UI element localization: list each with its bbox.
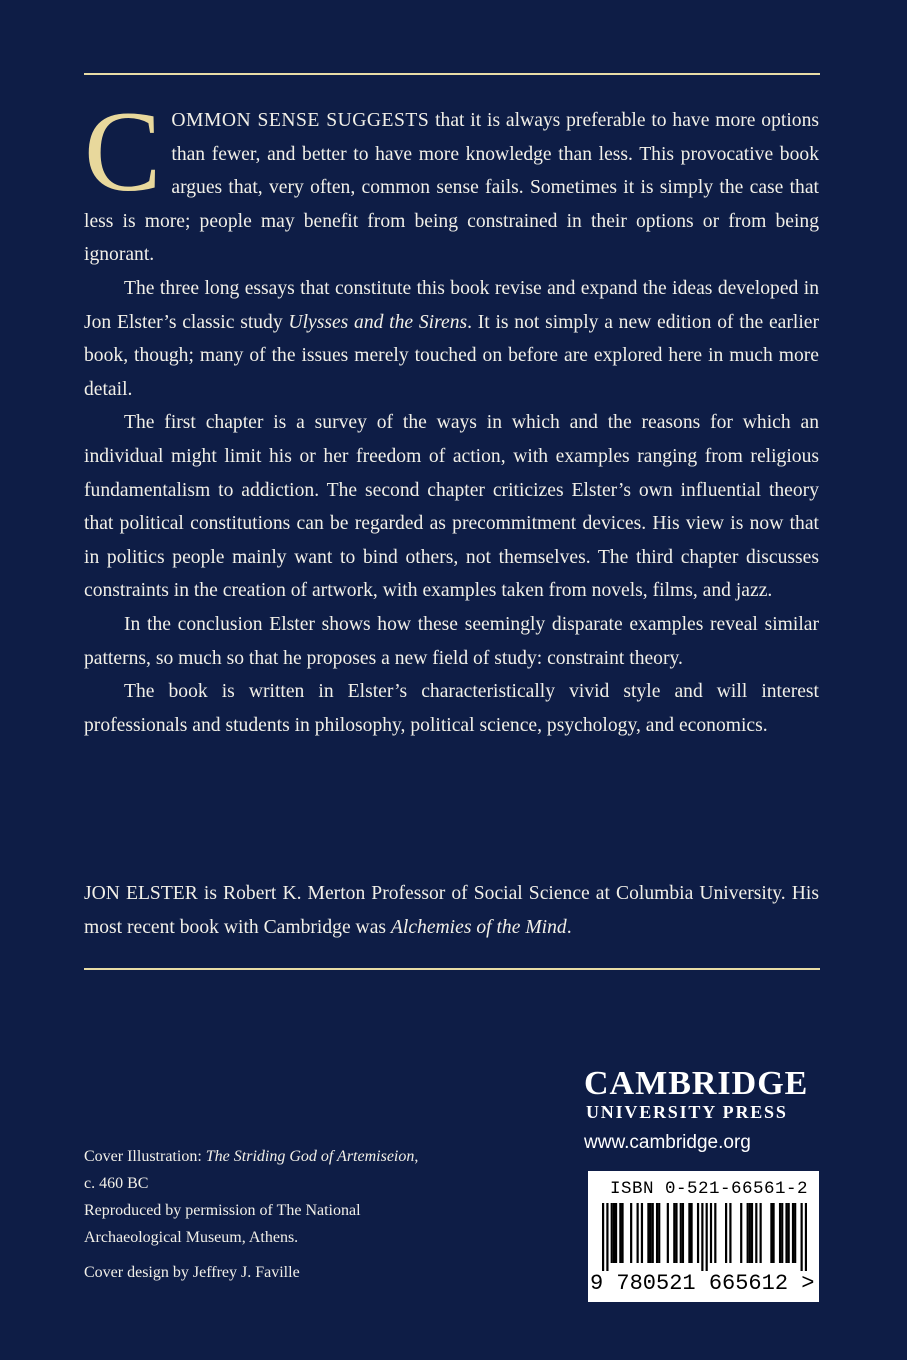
barcode-bar: [751, 1203, 753, 1263]
barcode-bar: [675, 1203, 677, 1263]
barcode-bar: [749, 1203, 751, 1263]
barcode-bars: [602, 1203, 807, 1271]
barcode-bar: [697, 1203, 699, 1263]
barcode-bar: [779, 1203, 781, 1263]
barcode-bar: [611, 1203, 613, 1263]
barcode-bar: [785, 1203, 787, 1263]
barcode-bar: [637, 1203, 639, 1263]
drop-cap: C: [84, 88, 162, 216]
isbn-number: ISBN 0-521-66561-2: [610, 1179, 809, 1199]
barcode-bar: [630, 1203, 632, 1263]
barcode-bar: [747, 1203, 749, 1263]
author-recent-book: Alchemies of the Mind: [390, 916, 567, 938]
barcode-bar: [688, 1203, 690, 1263]
barcode-bar: [772, 1203, 774, 1263]
barcode-bar: [714, 1203, 716, 1263]
barcode-bar: [770, 1203, 772, 1263]
barcode-bar: [794, 1203, 796, 1263]
barcode-bar: [725, 1203, 727, 1263]
blurb: [84, 88, 819, 742]
barcode-bar: [619, 1203, 621, 1263]
blurb-paragraph-2-tail: . It is not simply a new edition of the earlier book, though; many of the issues merely touched on before are explored here in much more detail.: [84, 311, 819, 400]
blurb-paragraph-5: The book is written in Elster’s characteristically vivid style and will interest professionals and students in philosophy, political science, psychology, and economics.: [84, 681, 819, 736]
blurb-paragraph-3: The first chapter is a survey of the ways in which and the reasons for which an individual might limit his or her freedom of action, with examples ranging from religious fundamentalism to addiction. The second chapter criticizes Elster’s own influential theory that political constitutions can be regarded as precommitment devices. His view is now that in politics people mainly want to bind others, not themselves. The third chapter discusses constraints in the creation of artwork, with examples taken from novels, films, and jazz.: [84, 412, 819, 602]
barcode: [588, 1171, 819, 1302]
blurb-paragraph-4: In the conclusion Elster shows how these seemingly disparate examples reveal similar patterns, so much so that he proposes a new field of study: constraint theory.: [84, 613, 819, 669]
illustration-credit: [84, 1143, 424, 1197]
blurb-paragraph-1-text: that it is always preferable to have more options than fewer, and better to have more knowledge than less. This provocative book argues that, very often, common sense fails. Sometimes it is simply the case that less is more; people may benefit from being constrained in their options or from being ignorant.: [84, 110, 819, 266]
barcode-bar: [602, 1203, 604, 1271]
blurb-paragraph-2: [84, 272, 819, 406]
barcode-bar: [781, 1203, 783, 1263]
publisher-subtitle: UNIVERSITY PRESS: [586, 1102, 788, 1122]
barcode-bar: [729, 1203, 731, 1263]
illustration-label: Cover Illustration:: [84, 1148, 206, 1165]
publisher-logo: [584, 1066, 822, 1154]
design-credit: Cover design by Jeffrey J. Faville: [84, 1264, 300, 1281]
barcode-bar: [615, 1203, 617, 1263]
barcode-bar: [673, 1203, 675, 1263]
permission-credit: Reproduced by permission of The National Archaeological Museum, Athens.: [84, 1202, 361, 1246]
blurb-lead-in: OMMON SENSE SUGGESTS: [171, 110, 430, 131]
barcode-bar: [788, 1203, 790, 1263]
publisher-name: CAMBRIDGE: [584, 1065, 809, 1102]
author-bio: [84, 877, 819, 944]
book-title-ulysses: Ulysses and the Sirens: [288, 311, 468, 333]
author-bio-end: .: [566, 916, 572, 938]
barcode-bar: [701, 1203, 703, 1271]
top-divider: [84, 73, 820, 75]
barcode-bar: [621, 1203, 623, 1263]
barcode-bar: [801, 1203, 803, 1271]
barcode-bar: [792, 1203, 794, 1263]
author-bio-text: is Robert K. Merton Professor of Social Science at Columbia University. His most recent book with Cambridge was: [84, 883, 819, 938]
author-name: JON ELSTER: [84, 883, 198, 904]
illustration-date: , c. 460 BC: [84, 1148, 419, 1192]
barcode-bar: [680, 1203, 682, 1263]
barcode-bar: [658, 1203, 660, 1263]
barcode-bar: [682, 1203, 684, 1263]
barcode-bar: [755, 1203, 757, 1263]
barcode-bar: [649, 1203, 651, 1263]
barcode-bar: [606, 1203, 608, 1271]
barcode-bar: [706, 1203, 708, 1271]
publisher-url: www.cambridge.org: [584, 1132, 751, 1153]
barcode-bar: [647, 1203, 649, 1263]
illustration-title: The Striding God of Artemiseion: [205, 1148, 415, 1165]
blurb-paragraph-1: [84, 88, 819, 272]
cover-credits: [84, 1143, 424, 1286]
barcode-bar: [760, 1203, 762, 1263]
barcode-bar: [613, 1203, 615, 1263]
barcode-bar: [690, 1203, 692, 1263]
barcode-bar: [805, 1203, 807, 1271]
barcode-bar: [710, 1203, 712, 1263]
bottom-divider: [84, 968, 820, 970]
barcode-bar: [656, 1203, 658, 1263]
barcode-bar: [652, 1203, 654, 1263]
barcode-bar: [667, 1203, 669, 1263]
blurb-paragraph-2-text: The three long essays that constitute this book revise and expand the ideas developed in Jon Elster’s classic study: [84, 277, 819, 333]
barcode-bar: [740, 1203, 742, 1263]
ean-number: 9 780521 665612 >: [590, 1271, 815, 1296]
barcode-bar: [641, 1203, 643, 1263]
